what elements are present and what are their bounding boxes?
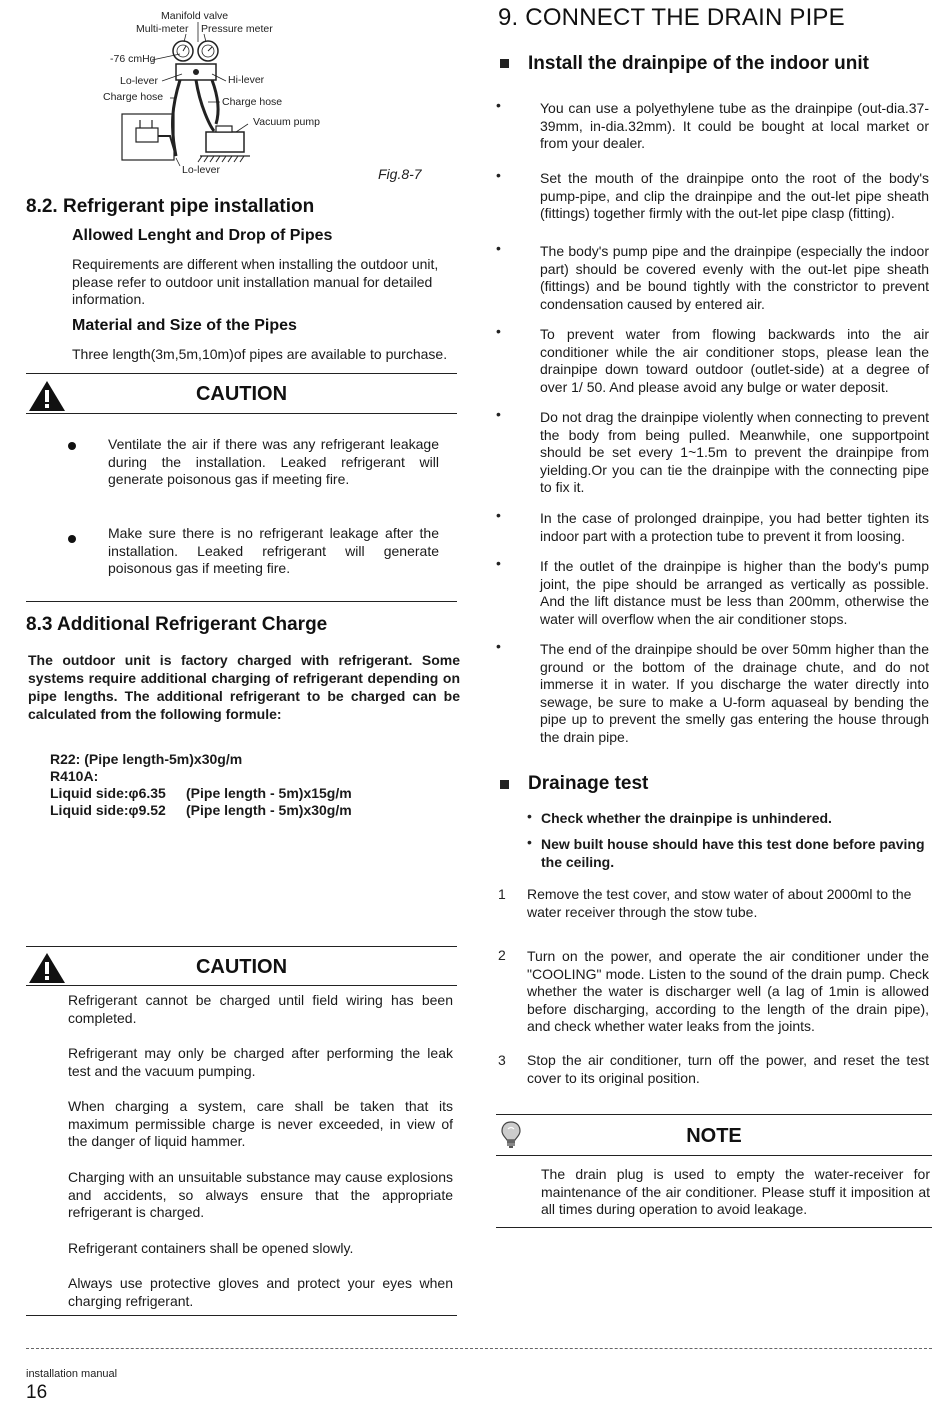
caution2-item: Always use protective gloves and protect your eyes when charging refrigerant. [68,1275,453,1309]
formula-r410a-label: R410A: [50,768,99,784]
square-bullet [500,59,509,68]
caution2-item: Charging with an unsuitable substance may cause explosions and accidents, so always ensure that the appropriate refrigerant is charged. [68,1169,453,1221]
caution2-title: CAUTION [195,956,288,978]
label-manifold-valve: Manifold valve [161,10,229,22]
allowed-length-heading: Allowed Lenght and Drop of Pipes [72,227,333,244]
section-8-3-title: 8.3 Additional Refrigerant Charge [26,614,328,635]
drainage-test-heading: Drainage test [528,773,649,794]
square-bullet [500,780,509,789]
bullet-dot [68,442,76,450]
label-pressure-meter: Pressure meter [201,23,273,35]
install-item: The end of the drainpipe should be over 50mm higher than the ground or the bottom of the drainage chute, and do not immerse it in water. If you discharge the water directly into sewage, be sure to make a U-form aquaseal by bending the pipe up to prevent the smelly gas entering the house through the drain pipe. [540,641,929,745]
note-text: The drain plug is used to empty the water-receiver for maintenance of the air conditioner. Please stuff it imposition at all times during operation to avoid leakage. [541,1166,930,1218]
caution2-bottom-rule [26,1315,457,1316]
install-drainpipe-heading: Install the drainpipe of the indoor unit [528,53,869,74]
step-text: Turn on the power, and operate the air conditioner under the "COOLING" mode. Listen to the sound of the drain pump. Check whether the water is discharger well (a lag of 1min is allowed before discharging, according to the length of the drain pipe), and check whether water leaks from the joints. [527,948,929,1035]
material-size-text: Three length(3m,5m,10m)of pipes are available to purchase. [72,346,448,362]
liquid-side-large-value: (Pipe length - 5m)x30g/m [186,802,352,818]
liquid-side-small-value: (Pipe length - 5m)x15g/m [186,785,352,801]
list-bullet: • [496,323,501,339]
label-charge-hose-left: Charge hose [103,91,164,103]
section-9-title: 9. CONNECT THE DRAIN PIPE [498,4,845,31]
formula-r22: R22: (Pipe length-5m)x30g/m [50,751,243,767]
caution2-item: Refrigerant cannot be charged until field wiring has been completed. [68,992,453,1026]
figure-caption: Fig.8-7 [378,166,422,182]
install-item: If the outlet of the drainpipe is higher than the body's pump joint, the pipe should be arranged as vertically as possible. And the lift distance must be less than 200mm, otherwise the water will overflow when the air conditioner stops. [540,558,929,627]
caution2-item: Refrigerant may only be charged after performing the leak test and the vacuum pumping. [68,1045,453,1079]
list-bullet: • [496,97,501,113]
note-bottom-rule [496,1227,932,1228]
section-8-3-intro: The outdoor unit is factory charged with refrigerant. Some systems require additional charging of refrigerant depending on pipe lengths. The additional refrigerant to be charged can be calculated from the following formule: [28,652,460,722]
footer-divider [26,1348,932,1349]
section-8-2-title: 8.2. Refrigerant pipe installation [26,196,315,217]
drainage-check: Check whether the drainpipe is unhindered. [541,810,832,826]
step-number: 2 [498,947,506,963]
caution2-title-rule [26,985,457,986]
label-vacuum-pump: Vacuum pump [253,116,320,128]
liquid-side-small-label: Liquid side:φ6.35 [50,785,166,801]
label-hi-lever: Hi-lever [228,74,265,86]
label-lo-lever-bottom: Lo-lever [182,164,220,176]
list-bullet: • [496,638,501,654]
list-bullet: • [527,834,532,850]
list-bullet: • [527,808,532,824]
caution2-top-rule [26,946,457,947]
note-title-rule [496,1155,932,1156]
caution1-title-rule [26,413,457,414]
allowed-length-text: Requirements are different when installing the outdoor unit, please refer to outdoor unit installation manual for detailed information. [72,256,439,308]
caution2-item: Refrigerant containers shall be opened slowly. [68,1240,354,1256]
material-size-heading: Material and Size of the Pipes [72,317,297,334]
step-text: Stop the air conditioner, turn off the power, and reset the test cover to its original position. [527,1052,929,1086]
label-multi-meter: Multi-meter [136,23,189,35]
list-bullet: • [496,507,501,523]
install-item: The body's pump pipe and the drainpipe (especially the indoor part) should be covered evenly with the out-let pipe sheath (fittings) and be bound tightly with the constrictor to prevent condensation caused by entered air. [540,243,929,312]
drainage-check: New built house should have this test done before paving the ceiling. [541,836,925,870]
install-item: To prevent water from flowing backwards into the air conditioner while the air conditioner stops, please lean the drainpipe down toward outdoor (outlet-side) at a degree of over 1/ 50. And please avoid any bulge or water deposit. [540,326,929,395]
label-charge-hose-right: Charge hose [222,96,283,108]
list-bullet: • [496,406,501,422]
step-text: Remove the test cover, and stow water of about 2000ml to the water receiver through the stow tube. [527,886,912,920]
caution1-title: CAUTION [195,383,288,405]
list-bullet: • [496,167,501,183]
caution2-item: When charging a system, care shall be taken that its maximum permissible charge is never exceeded, in view of the danger of liquid hammer. [68,1098,453,1150]
install-item: Do not drag the drainpipe violently when connecting to prevent the body from being pulled. Meanwhile, one supportpoint should be set every 1~1.5m to prevent the drainpipe from yielding.Or you can tie the drainpipe with the connecting pipe to fix it. [540,409,929,496]
page-number: 16 [26,1382,48,1403]
caution1-item: Make sure there is no refrigerant leakage after the installation. Leaked refrigerant will generate poisonous gas if meeting fire. [108,525,439,577]
note-top-rule [496,1114,932,1115]
bullet-dot [68,535,76,543]
list-bullet: • [496,240,501,256]
install-item: In the case of prolonged drainpipe, you had better tighten its indoor part with a protection tube to prevent it from loosing. [540,510,929,544]
liquid-side-large-label: Liquid side:φ9.52 [50,802,166,818]
caution1-item: Ventilate the air if there was any refrigerant leakage during the installation. Leaked refrigerant will generate poisonous gas if meeting fire. [108,436,439,488]
step-number: 1 [498,886,506,902]
note-title: NOTE [686,1125,742,1147]
footer-label: installation manual [26,1368,118,1380]
label-vacuum-reading: -76 cmHg [110,53,156,65]
caution1-top-rule [26,373,457,374]
step-number: 3 [498,1052,506,1068]
manifold-gauge-figure [100,6,350,178]
list-bullet: • [496,555,501,571]
install-item: Set the mouth of the drainpipe onto the root of the body's pump-pipe, and clip the drainpipe and the out-let pipe sheath (fittings) together firmly with the out-let pipe clasp (fitting). [540,170,929,222]
label-lo-lever-top: Lo-lever [120,75,158,87]
caution1-bottom-rule [26,601,457,602]
install-item: You can use a polyethylene tube as the drainpipe (out-dia.37-39mm, in-dia.32mm). It could be bought at local market or from your dealer. [540,100,929,152]
